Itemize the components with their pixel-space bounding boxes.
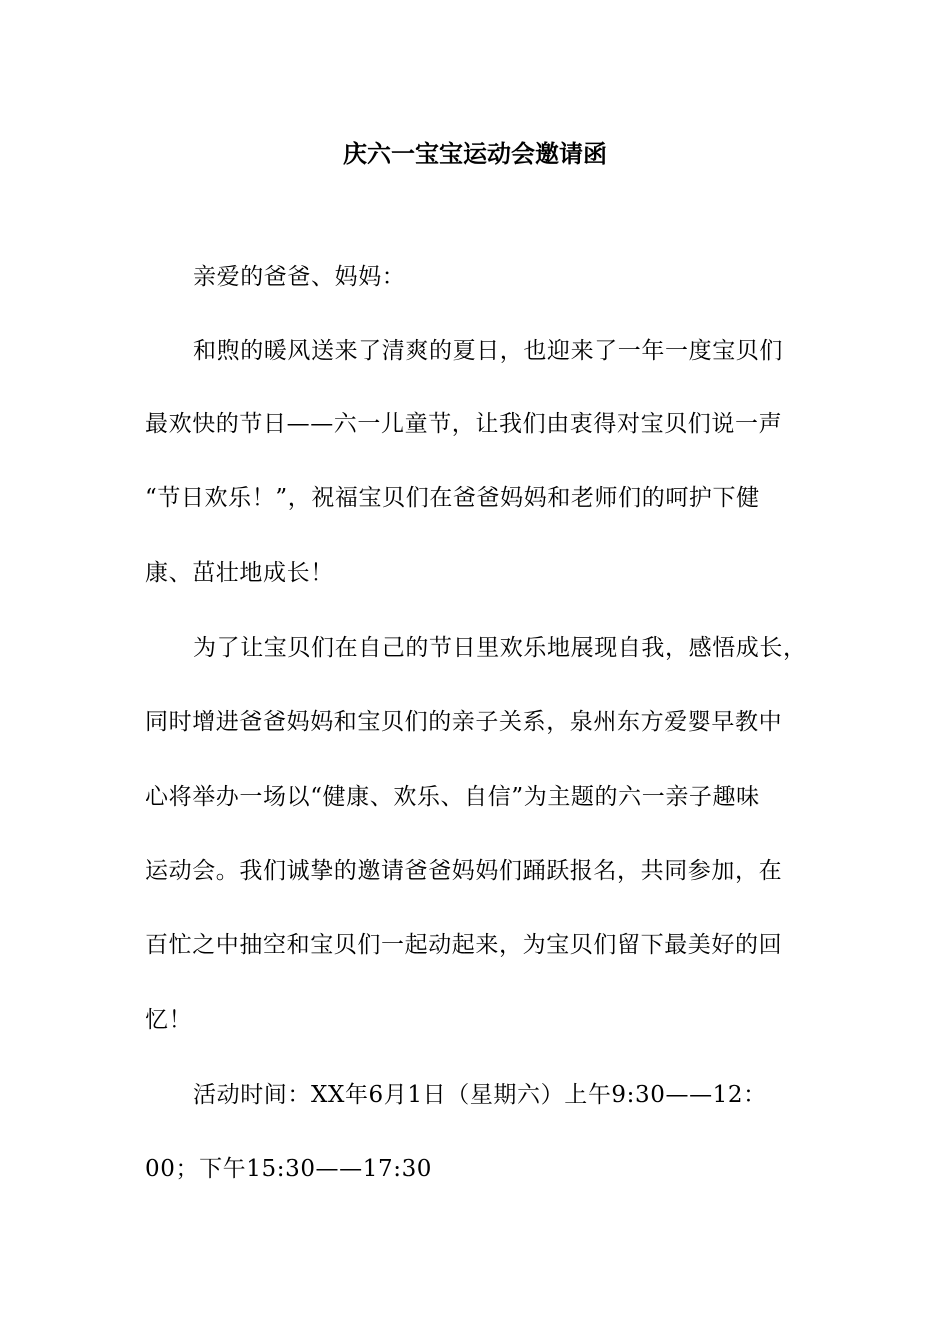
paragraph-1-line-2: 最欢快的节日——六一儿童节，让我们由衷得对宝贝们说一声 [145, 411, 783, 437]
paragraph-1-line-3: “节日欢乐！”，祝福宝贝们在爸爸妈妈和老师们的呵护下健 [145, 485, 760, 511]
greeting: 亲爱的爸爸、妈妈： [193, 264, 406, 290]
paragraph-2-line-6: 忆！ [145, 1007, 193, 1033]
document-title: 庆六一宝宝运动会邀请函 [343, 139, 607, 168]
paragraph-2-line-2: 同时增进爸爸妈妈和宝贝们的亲子关系，泉州东方爱婴早教中 [145, 709, 783, 735]
paragraph-2-line-5: 百忙之中抽空和宝贝们一起动起来，为宝贝们留下最美好的回 [145, 932, 783, 958]
paragraph-1-line-1: 和煦的暖风送来了清爽的夏日，也迎来了一年一度宝贝们 [193, 338, 783, 364]
paragraph-2-line-3: 心将举办一场以“健康、欢乐、自信”为主题的六一亲子趣味 [145, 784, 760, 810]
activity-time-line-1: 活动时间：XX年6月1日（星期六）上午9:30——12： [193, 1082, 767, 1108]
paragraph-2-line-4: 运动会。我们诚挚的邀请爸爸妈妈们踊跃报名，共同参加，在 [145, 858, 783, 884]
activity-time-line-2: 00；下午15:30——17:30 [145, 1156, 433, 1182]
paragraph-2-line-1: 为了让宝贝们在自己的节日里欢乐地展现自我，感悟成长， [193, 635, 807, 661]
paragraph-1-line-4: 康、茁壮地成长！ [145, 560, 334, 586]
